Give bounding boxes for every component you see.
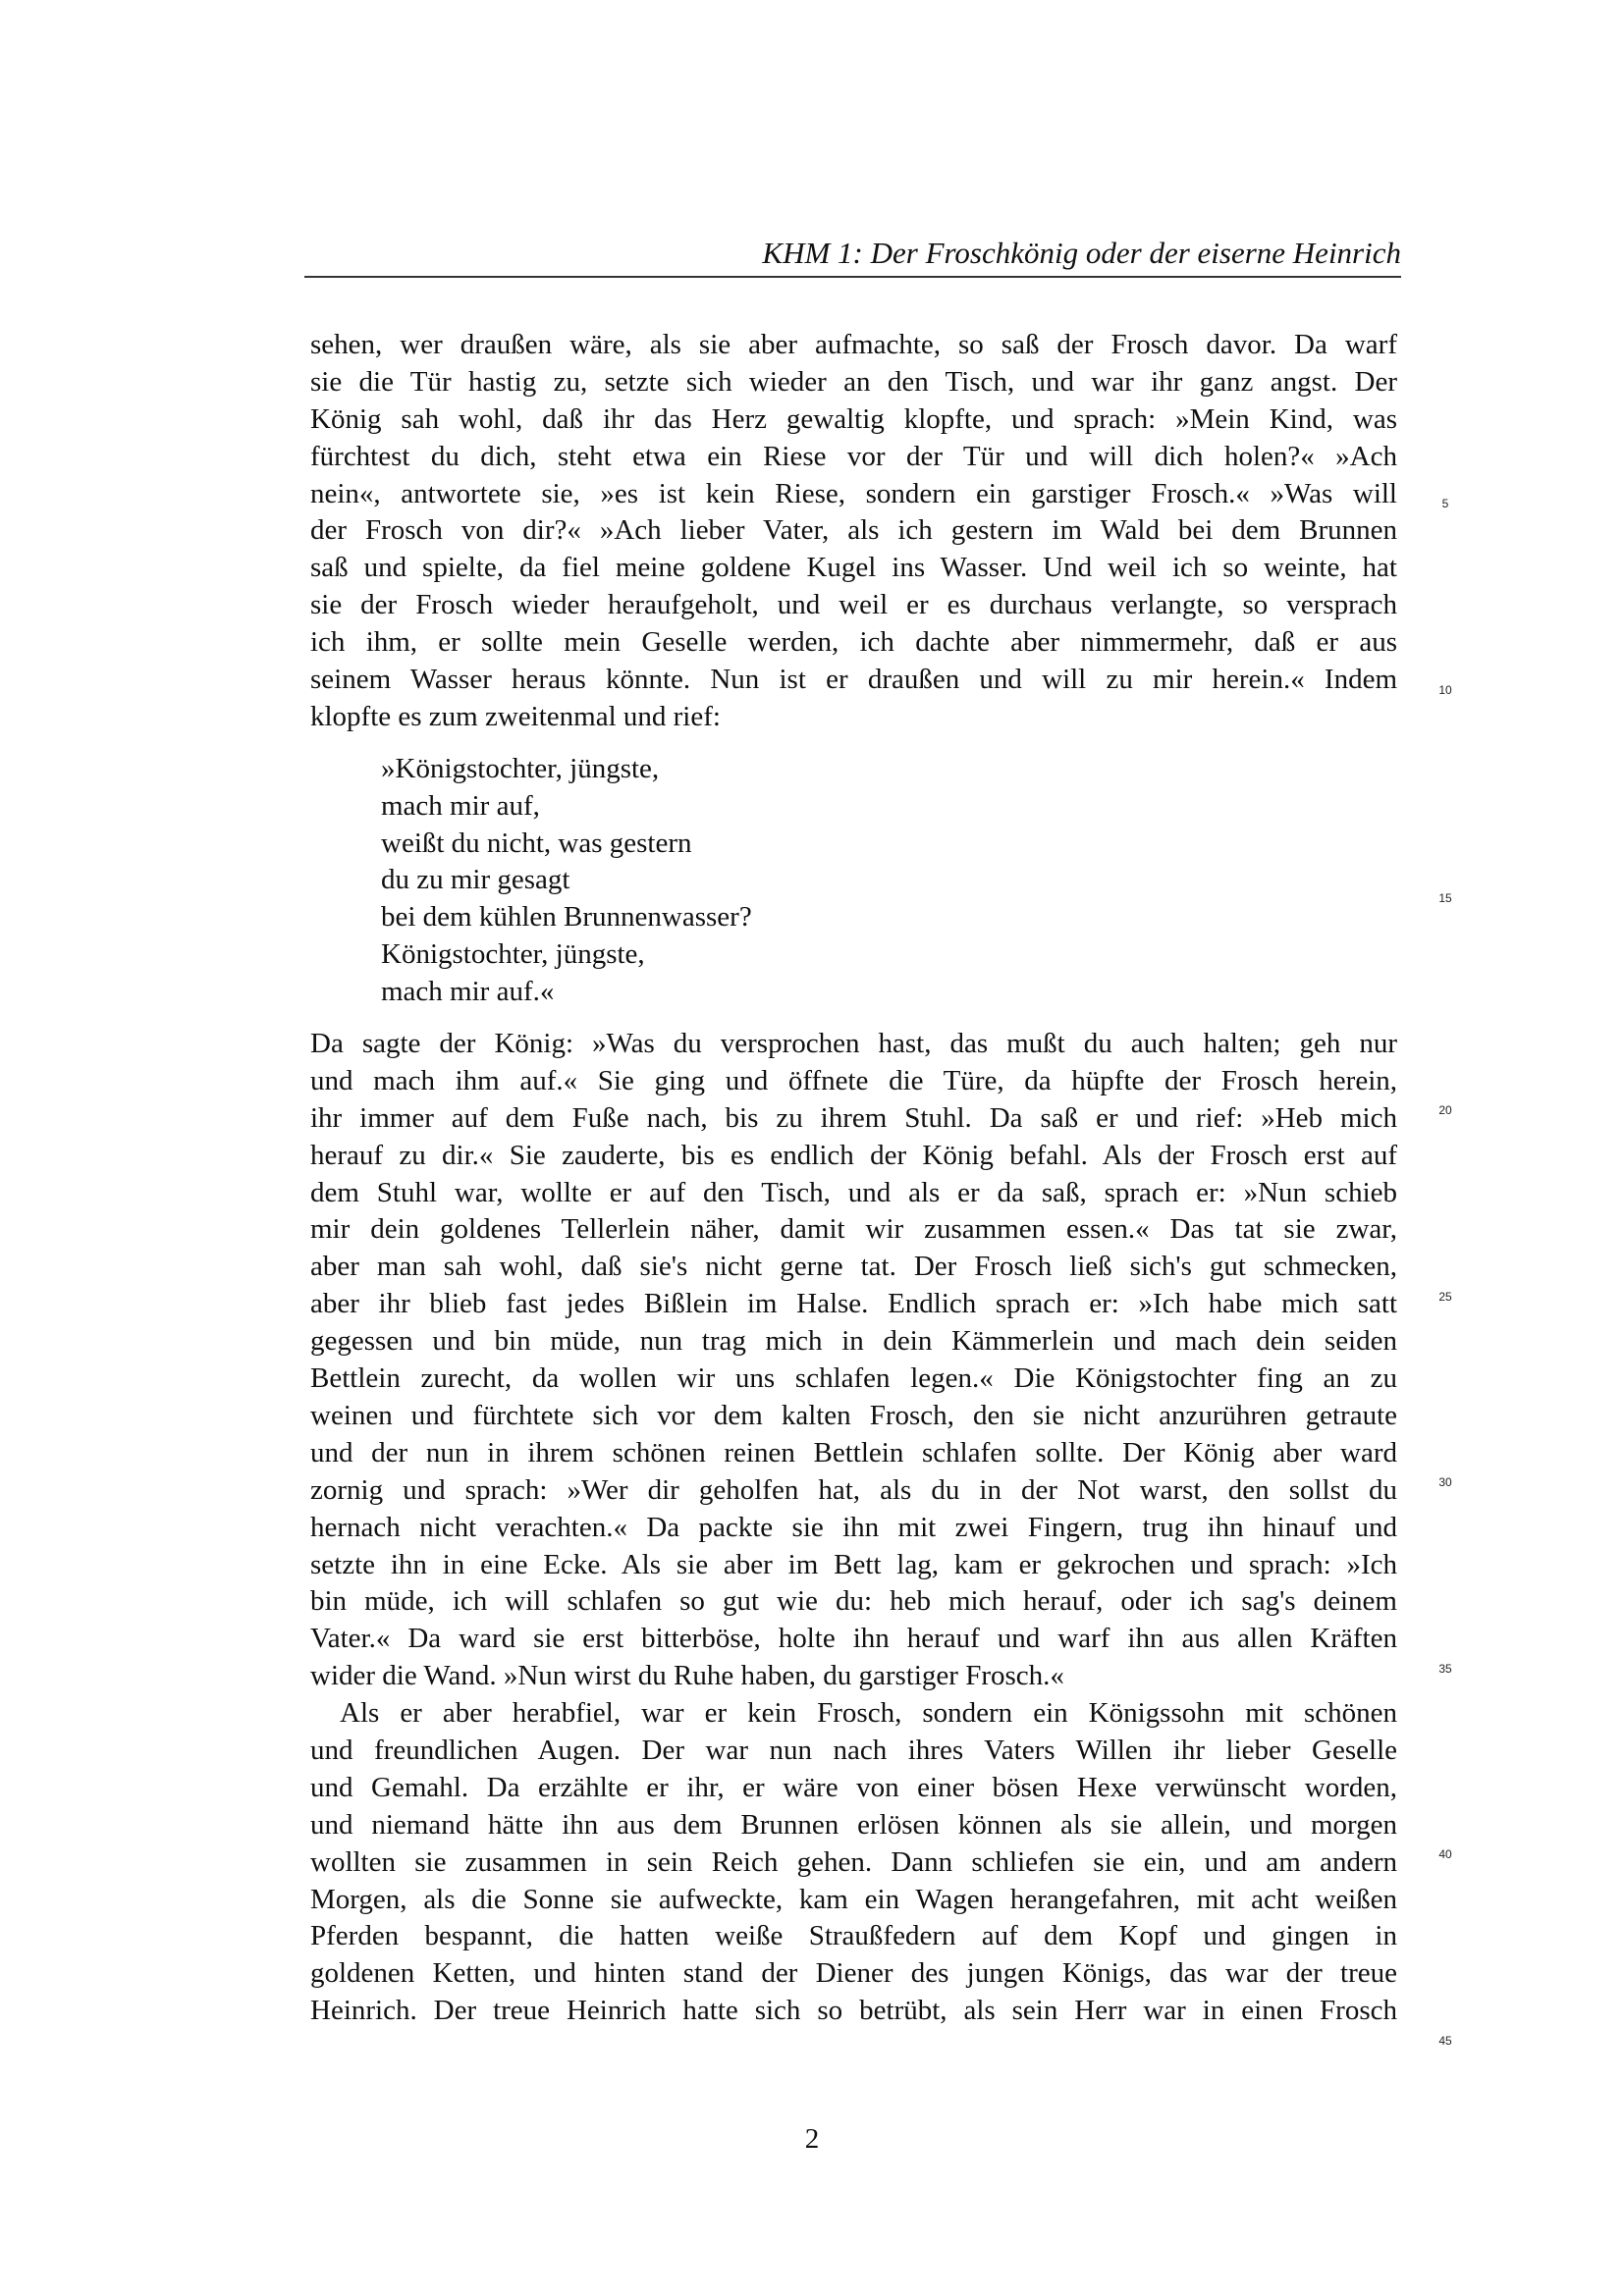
text-line: dem Stuhl war, wollte er auf den Tisch, und als er da saß, sprach er: »Nun schieb — [310, 1176, 1397, 1208]
header-rule — [304, 276, 1401, 278]
text-line: aber ihr blieb fast jedes Bißlein im Halse. Endlich sprach er: »Ich habe mich satt — [310, 1288, 1397, 1320]
text-line: nein«, antwortete sie, »es ist kein Riese, sondern ein garstiger Frosch.« »Was will — [310, 477, 1397, 509]
text-line: und freundlichen Augen. Der war nun nach ihres Vaters Willen ihr lieber Geselle — [310, 1734, 1397, 1766]
text-line: sie der Frosch wieder heraufgeholt, und weil er es durchaus verlangte, so versprach — [310, 589, 1397, 621]
text-line: herauf zu dir.« Sie zauderte, bis es endlich der König befahl. Als der Frosch erst auf — [310, 1139, 1397, 1171]
text-line: saß und spielte, da fiel meine goldene Kugel ins Wasser. Und weil ich so weinte, hat — [310, 552, 1397, 584]
running-head-title: Der Froschkönig oder der eiserne Heinrich — [870, 236, 1401, 270]
verse-line: mach mir auf, — [381, 789, 540, 822]
text-line: weinen und fürchtete sich vor dem kalten Frosch, den sie nicht anzurühren getraute — [310, 1399, 1397, 1431]
text-line: Bettlein zurecht, da wollen wir uns schlafen legen.« Die Königstochter fing an zu — [310, 1362, 1397, 1395]
line-number: 10 — [1438, 683, 1452, 697]
paragraph-2 — [310, 1026, 1397, 1695]
text-line: hernach nicht verachten.« Da packte sie ihn mit zwei Fingern, trug ihn hinauf und — [310, 1511, 1397, 1543]
text-line: wider die Wand. »Nun wirst du Ruhe haben, du garstiger Frosch.« — [310, 1660, 1064, 1692]
text-line: bin müde, ich will schlafen so gut wie du: heb mich herauf, oder ich sag's deinem — [310, 1585, 1397, 1618]
body-text — [310, 327, 1397, 2030]
text-line: setzte ihn in eine Ecke. Als sie aber im Bett lag, kam er gekrochen und sprach: »Ich — [310, 1548, 1397, 1580]
text-line: mir dein goldenes Tellerlein näher, damit wir zusammen essen.« Das tat sie zwar, — [310, 1213, 1397, 1246]
verse-line: du zu mir gesagt — [381, 864, 570, 896]
text-line: Pferden bespannt, die hatten weiße Straußfedern auf dem Kopf und gingen in — [310, 1920, 1397, 1952]
line-number: 20 — [1438, 1103, 1452, 1117]
line-number: 30 — [1438, 1475, 1452, 1489]
verse-line: »Königstochter, jüngste, — [381, 752, 660, 784]
text-line: klopfte es zum zweitenmal und rief: — [310, 700, 721, 732]
text-line: sehen, wer draußen wäre, als sie aber aufmachte, so saß der Frosch davor. Da warf — [310, 329, 1397, 360]
line-number: 40 — [1438, 1847, 1452, 1861]
page-number: 2 — [804, 2123, 820, 2155]
line-number: 45 — [1438, 2034, 1452, 2048]
text-line: und Gemahl. Da erzählte er ihr, er wäre von einer bösen Hexe verwünscht worden, — [310, 1771, 1397, 1803]
text-line: fürchtest du dich, steht etwa ein Riese vor der Tür und will dich holen?« »Ach — [310, 440, 1397, 472]
text-line: ich ihm, er sollte mein Geselle werden, ich dachte aber nimmermehr, daß er aus — [310, 626, 1397, 659]
verse-line: weißt du nicht, was gestern — [381, 827, 692, 859]
text-line: Als er aber herabfiel, war er kein Frosch, sondern ein Königssohn mit schönen — [340, 1697, 1397, 1730]
line-number: 35 — [1438, 1662, 1452, 1676]
verse — [310, 751, 1397, 1011]
text-line: zornig und sprach: »Wer dir geholfen hat, als du in der Not warst, den sollst du — [310, 1473, 1397, 1506]
text-line: Heinrich. Der treue Heinrich hatte sich so betrübt, als sein Herr war in einen Frosch — [310, 1995, 1397, 2027]
text-line: Da sagte der König: »Was du versprochen hast, das mußt du auch halten; geh nur — [310, 1028, 1397, 1060]
text-line: König sah wohl, daß ihr das Herz gewaltig klopfte, und sprach: »Mein Kind, was — [310, 402, 1397, 435]
text-line: wollten sie zusammen in sein Reich gehen. Dann schliefen sie ein, und am andern — [310, 1845, 1397, 1878]
text-line: ihr immer auf dem Fuße nach, bis zu ihrem Stuhl. Da saß er und rief: »Heb mich — [310, 1101, 1397, 1134]
text-line: seinem Wasser heraus könnte. Nun ist er draußen und will zu mir herein.« Indem — [310, 664, 1397, 696]
text-line: und der nun in ihrem schönen reinen Bettlein schlafen sollte. Der König aber ward — [310, 1436, 1397, 1468]
verse-line: Königstochter, jüngste, — [381, 938, 645, 971]
running-head — [304, 234, 1401, 273]
verse-line: mach mir auf.« — [381, 976, 555, 1008]
text-line: und mach ihm auf.« Sie ging und öffnete die Türe, da hüpfte der Frosch herein, — [310, 1064, 1397, 1096]
verse-line: bei dem kühlen Brunnenwasser? — [381, 901, 752, 934]
text-line: der Frosch von dir?« »Ach lieber Vater, als ich gestern im Wald bei dem Brunnen — [310, 514, 1397, 547]
paragraph-1 — [310, 327, 1397, 736]
text-line: Morgen, als die Sonne sie aufweckte, kam ein Wagen herangefahren, mit acht weißen — [310, 1883, 1397, 1915]
running-head-label: KHM 1: — [762, 236, 863, 270]
text-line: aber man sah wohl, daß sie's nicht gerne tat. Der Frosch ließ sich's gut schmecken, — [310, 1251, 1397, 1283]
text-line: Vater.« Da ward sie erst bitterböse, holte ihn herauf und warf ihn aus allen Kräften — [310, 1623, 1397, 1655]
text-line: und niemand hätte ihn aus dem Brunnen erlösen können als sie allein, und morgen — [310, 1808, 1397, 1841]
text-line: sie die Tür hastig zu, setzte sich wieder an den Tisch, und war ihr ganz angst. Der — [310, 365, 1397, 398]
text-line: gegessen und bin müde, nun trag mich in dein Kämmerlein und mach dein seiden — [310, 1325, 1397, 1358]
text-line: goldenen Ketten, und hinten stand der Diener des jungen Königs, das war der treue — [310, 1957, 1397, 1990]
line-number: 15 — [1438, 891, 1452, 905]
paragraph-3 — [310, 1695, 1397, 2030]
line-number: 5 — [1441, 497, 1449, 510]
line-number: 25 — [1438, 1290, 1452, 1304]
